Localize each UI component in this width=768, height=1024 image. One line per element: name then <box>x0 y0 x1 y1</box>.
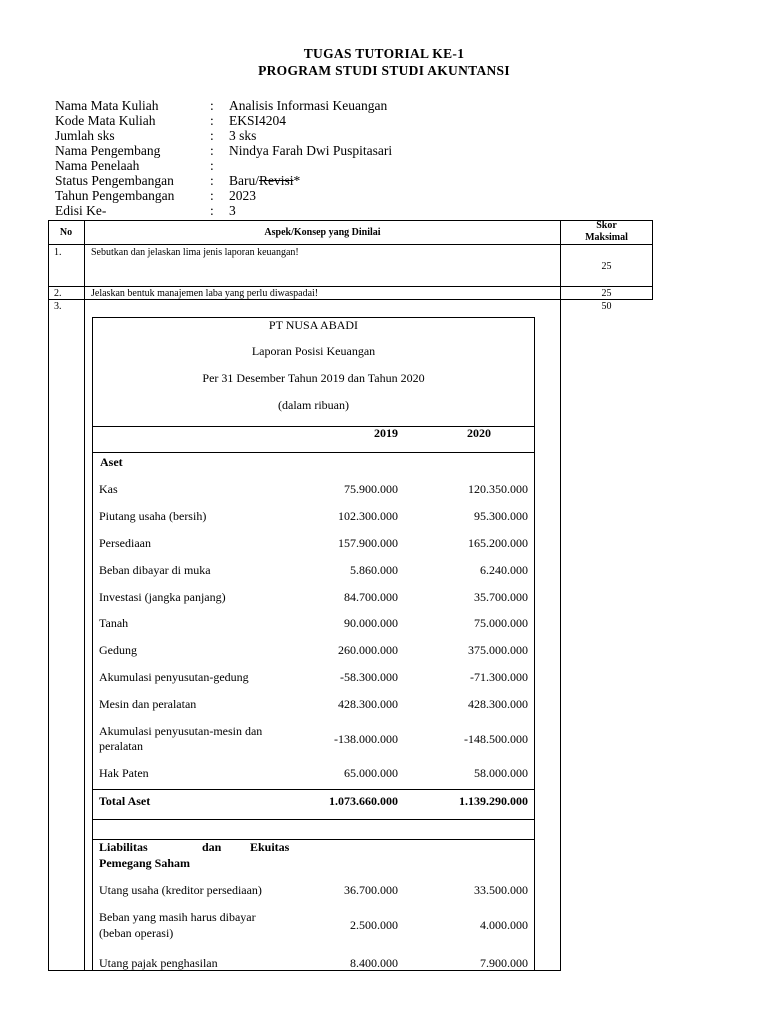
row2-no: 2. <box>54 288 62 299</box>
asset-label: Akumulasi penyusutan-gedung <box>99 670 249 684</box>
fs-liab-divider <box>92 839 534 840</box>
liability-value-2019: 36.700.000 <box>344 883 398 897</box>
fs-border-left <box>92 317 93 971</box>
asset-value-2020: -71.300.000 <box>470 670 528 684</box>
fs-year-2020: 2020 <box>467 426 491 440</box>
fs-title: Laporan Posisi Keuangan <box>251 344 376 358</box>
asset-label: Mesin dan peralatan <box>99 697 197 711</box>
asset-value-2020: 75.000.000 <box>474 616 528 630</box>
fs-section-liab-word3: Ekuitas <box>250 840 290 854</box>
table-header-skor-1: Skor <box>596 220 617 231</box>
asset-value-2020: 428.300.000 <box>468 697 528 711</box>
fs-section-liab-line2: Pemegang Saham <box>99 856 190 870</box>
asset-value-2020: 120.350.000 <box>468 482 528 496</box>
asset-value-2019: 65.000.000 <box>344 766 398 780</box>
info-colon: : <box>210 173 214 188</box>
fs-section-liab-word1: Liabilitas <box>99 840 148 854</box>
info-colon: : <box>210 203 214 218</box>
asset-value-2020: -148.500.000 <box>464 732 528 746</box>
asset-label: Kas <box>99 482 118 496</box>
table-header-aspek: Aspek/Konsep yang Dinilai <box>264 227 381 238</box>
info-value: Analisis Informasi Keuangan <box>229 98 388 113</box>
asset-value-2019: -58.300.000 <box>340 670 398 684</box>
table-row2-divider <box>48 299 652 300</box>
asset-value-2020: 58.000.000 <box>474 766 528 780</box>
row2-skor: 25 <box>601 288 612 299</box>
row3-no: 3. <box>54 301 62 312</box>
total-assets-2019: 1.073.660.000 <box>329 794 398 808</box>
table-header-divider <box>48 244 652 245</box>
info-label: Jumlah sks <box>55 128 115 143</box>
asset-label: Piutang usaha (bersih) <box>99 509 207 523</box>
info-colon: : <box>210 128 214 143</box>
asset-label-line1: Akumulasi penyusutan-mesin dan <box>99 724 263 738</box>
table-border-right <box>652 220 653 300</box>
asset-value-2019: 428.300.000 <box>338 697 398 711</box>
asset-value-2020: 35.700.000 <box>474 590 528 604</box>
fs-years-divider <box>92 452 534 453</box>
fs-total-divider-bottom <box>92 819 534 820</box>
fs-unit: (dalam ribuan) <box>278 398 349 412</box>
info-label: Nama Pengembang <box>55 143 161 158</box>
fs-section-liab-word2: dan <box>202 840 222 854</box>
row1-skor: 25 <box>601 261 612 272</box>
info-label: Nama Penelaah <box>55 158 140 173</box>
liability-label-line1: Beban yang masih harus dibayar <box>99 910 256 924</box>
asset-value-2019: 260.000.000 <box>338 643 398 657</box>
info-value-status <box>229 173 300 189</box>
liability-value-2019: 8.400.000 <box>350 956 398 970</box>
fs-period: Per 31 Desember Tahun 2019 dan Tahun 2020 <box>202 371 425 385</box>
info-value: 3 <box>229 203 236 218</box>
liability-value-2019: 2.500.000 <box>350 918 398 932</box>
asset-label: Tanah <box>99 616 129 630</box>
row3-skor: 50 <box>601 301 612 312</box>
fs-company: PT NUSA ABADI <box>268 318 359 332</box>
asset-label: Investasi (jangka panjang) <box>99 590 226 604</box>
info-value: EKSI4204 <box>229 113 286 128</box>
status-revisi-struck: Revisi <box>259 173 294 188</box>
asset-label-line2: peralatan <box>99 739 143 753</box>
liability-value-2020: 33.500.000 <box>474 883 528 897</box>
info-value: 3 sks <box>229 128 257 143</box>
total-assets-2020: 1.139.290.000 <box>459 794 528 808</box>
row1-question: Sebutkan dan jelaskan lima jenis laporan keuangan! <box>91 247 299 258</box>
fs-section-assets: Aset <box>100 455 123 469</box>
doc-title: TUGAS TUTORIAL KE-1 <box>303 46 465 61</box>
asset-label: Beban dibayar di muka <box>99 563 211 577</box>
liability-label: Utang pajak penghasilan <box>99 956 218 970</box>
info-colon: : <box>210 113 214 128</box>
total-assets-label: Total Aset <box>99 794 151 808</box>
table-col-no-divider <box>84 220 85 971</box>
fs-border-right <box>534 317 535 971</box>
fs-year-2019: 2019 <box>374 426 398 440</box>
table-header-skor-2: Maksimal <box>585 232 628 243</box>
status-asterisk: * <box>293 173 301 188</box>
info-value: Nindya Farah Dwi Puspitasari <box>229 143 393 158</box>
table-col-skor-divider <box>560 220 561 971</box>
info-label: Tahun Pengembangan <box>55 188 175 203</box>
info-colon: : <box>210 158 214 173</box>
asset-value-2020: 375.000.000 <box>468 643 528 657</box>
liability-value-2020: 7.900.000 <box>480 956 528 970</box>
info-label: Status Pengembangan <box>55 173 174 188</box>
liability-label-line2: (beban operasi) <box>99 926 174 940</box>
info-value: 2023 <box>229 188 256 203</box>
row1-no: 1. <box>54 247 62 258</box>
info-label: Edisi Ke- <box>55 203 107 218</box>
fs-total-divider-top <box>92 789 534 790</box>
info-colon: : <box>210 98 214 113</box>
asset-label: Hak Paten <box>99 766 149 780</box>
info-colon: : <box>210 143 214 158</box>
info-colon: : <box>210 188 214 203</box>
asset-value-2020: 6.240.000 <box>480 563 528 577</box>
status-baru: Baru/ <box>229 173 259 188</box>
asset-value-2019: 5.860.000 <box>350 563 398 577</box>
table-header-no: No <box>59 227 73 238</box>
row2-question: Jelaskan bentuk manajemen laba yang perlu diwaspadai! <box>91 288 319 299</box>
asset-label: Persediaan <box>99 536 151 550</box>
asset-value-2019: 84.700.000 <box>344 590 398 604</box>
asset-value-2019: 102.300.000 <box>338 509 398 523</box>
asset-value-2019: 90.000.000 <box>344 616 398 630</box>
doc-subtitle: PROGRAM STUDI STUDI AKUNTANSI <box>258 63 510 78</box>
asset-value-2019: 157.900.000 <box>338 536 398 550</box>
table-border-left <box>48 220 49 971</box>
asset-value-2019: 75.900.000 <box>344 482 398 496</box>
asset-value-2020: 165.200.000 <box>468 536 528 550</box>
info-label: Nama Mata Kuliah <box>55 98 159 113</box>
asset-value-2020: 95.300.000 <box>474 509 528 523</box>
asset-value-2019: -138.000.000 <box>334 732 398 746</box>
liability-label: Utang usaha (kreditor persediaan) <box>99 883 262 897</box>
liability-value-2020: 4.000.000 <box>480 918 528 932</box>
table-row1-divider <box>48 286 652 287</box>
info-label: Kode Mata Kuliah <box>55 113 156 128</box>
asset-label: Gedung <box>99 643 137 657</box>
